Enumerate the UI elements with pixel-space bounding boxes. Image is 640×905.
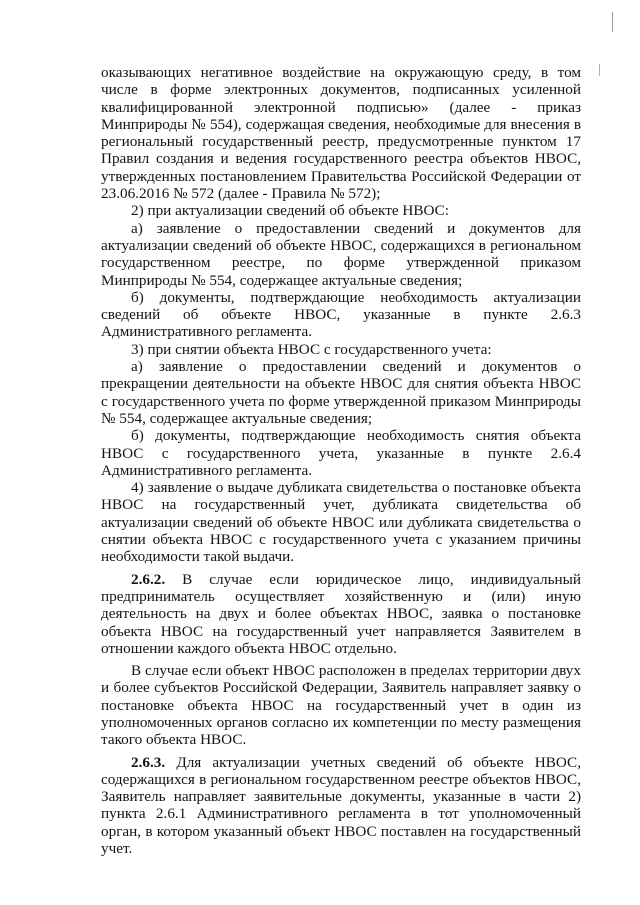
- paragraph-text: а) заявление о предоставлении сведений и документов для актуализации сведений об объекте НВОС, содержащихся в региональном государственном реестре, по форме утвержденной приказом Минприроды № 554, содержащее актуальные сведения;: [101, 219, 581, 289]
- paragraph: [101, 289, 581, 341]
- paragraph: [101, 341, 581, 358]
- scan-edge-mark: [612, 12, 613, 32]
- paragraph-text: оказывающих негативное воздействие на окружающую среду, в том числе в форме электронных документов, подписанных усиленной квалифицированной электронной подписью» (далее - приказ Минприроды № 554), содержащая сведения, необходимые для внесения в региональный государственный реестр, предусмотренные пунктом 17 Правил создания и ведения государственного реестра объектов НВОС, утвержденных постановлением Правительства Российской Федерации от 23.06.2016 № 572 (далее - Правила № 572);: [101, 64, 581, 203]
- paragraph-text: б) документы, подтверждающие необходимость снятия объекта НВОС с государственного учета, указанные в пункте 2.6.4 Административного регламента.: [101, 427, 581, 479]
- paragraph: [101, 427, 581, 479]
- section-paragraph: [101, 754, 581, 858]
- scan-edge-mark: [599, 64, 600, 76]
- paragraph-text: Для актуализации учетных сведений об объекте НВОС, содержащихся в региональном государственном реестре объектов НВОС, Заявитель направляет заявительные документы, указанные в части 2) пункта 2.6.1 Административного регламента в тот уполномоченный орган, в котором указанный объект НВОС поставлен на государственный учет.: [101, 753, 581, 858]
- paragraph: [101, 202, 581, 219]
- document-body: [101, 64, 581, 857]
- section-number: 2.6.2.: [131, 570, 166, 588]
- paragraph-text: б) документы, подтверждающие необходимость актуализации сведений об объекте НВОС, указанные в пункте 2.6.3 Административного регламента.: [101, 288, 581, 341]
- paragraph-text: 3) при снятии объекта НВОС с государственного учета:: [131, 340, 492, 358]
- paragraph: [101, 358, 581, 427]
- section-number: 2.6.3.: [131, 753, 166, 771]
- paragraph-text: 4) заявление о выдаче дубликата свидетельства о постановке объекта НВОС на государственный учет, дубликата свидетельства об актуализации сведений об объекте НВОС или дубликата свидетельства о снятии объекта НВОС с государственного учета с указанием причины необходимости такой выдачи.: [101, 479, 581, 566]
- paragraph-text: 2) при актуализации сведений об объекте НВОС:: [131, 202, 449, 220]
- paragraph: [101, 64, 581, 202]
- paragraph: [101, 220, 581, 289]
- paragraph-text: В случае если объект НВОС расположен в пределах территории двух и более субъектов Российской Федерации, Заявитель направляет заявку о постановке объекта НВОС на государственный учет в один из уполномоченных органов согласно их компетенции по месту размещения такого объекта НВОС.: [101, 662, 581, 749]
- paragraph-text: В случае если юридическое лицо, индивидуальный предприниматель осуществляет хозяйственную и (или) иную деятельность на двух и более объектах НВОС, заявка о постановке объекта НВОС на государственный учет направляется Заявителем в отношении каждого объекта НВОС отдельно.: [101, 570, 581, 657]
- paragraph: [101, 479, 581, 565]
- paragraph-text: а) заявление о предоставлении сведений и документов о прекращении деятельности на объекте НВОС для снятия объекта НВОС с государственного учета по форме утвержденной приказом Минприроды № 554, содержащее актуальные сведения;: [101, 358, 581, 427]
- section-paragraph: [101, 571, 581, 657]
- paragraph: [101, 662, 581, 748]
